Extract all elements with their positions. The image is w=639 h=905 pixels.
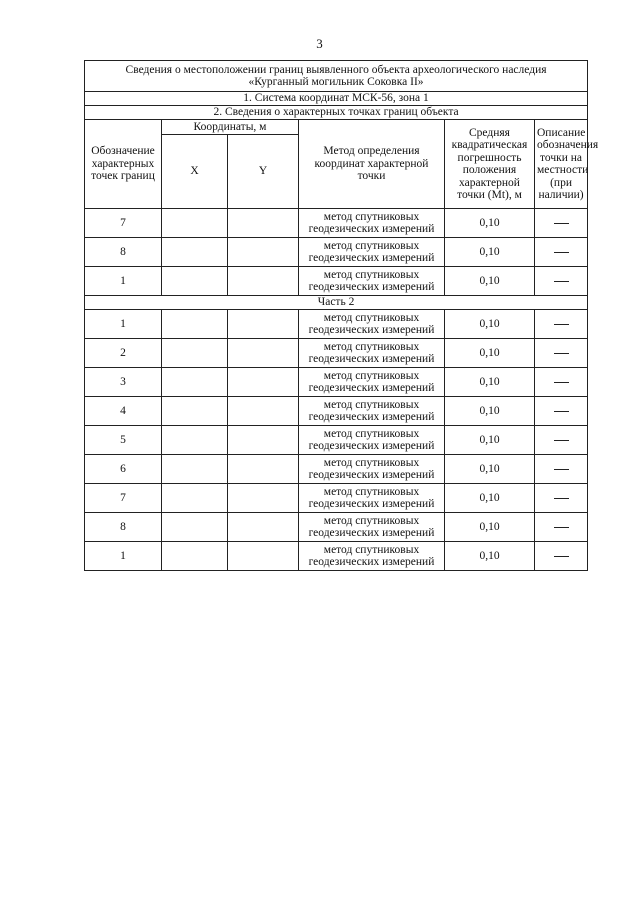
table-row [85, 238, 588, 267]
point-number-cell: 1 [85, 267, 162, 296]
point-number-cell: 6 [85, 455, 162, 484]
x-coordinate-cell [162, 542, 228, 571]
em-dash-icon [554, 556, 569, 557]
table-row [85, 484, 588, 513]
table-row [85, 397, 588, 426]
table-row [85, 267, 588, 296]
method-line: геодезических измерений [308, 252, 435, 264]
description-cell [535, 542, 588, 571]
method-cell [299, 209, 445, 238]
method-cell [299, 484, 445, 513]
method-cell [299, 310, 445, 339]
error-cell: 0,10 [445, 484, 535, 513]
coordinate-system-row: 1. Система координат МСК-56, зона 1 [85, 92, 588, 106]
method-line: геодезических измерений [308, 324, 435, 336]
x-coordinate-cell [162, 426, 228, 455]
method-line: геодезических измерений [308, 281, 435, 293]
method-line: метод спутниковых [323, 268, 420, 281]
method-line: метод спутниковых [323, 485, 420, 498]
x-coordinate-cell [162, 368, 228, 397]
method-cell [299, 455, 445, 484]
x-coordinate-cell [162, 267, 228, 296]
em-dash-icon [554, 440, 569, 441]
method-line: метод спутниковых [323, 456, 420, 469]
error-cell: 0,10 [445, 426, 535, 455]
description-cell [535, 267, 588, 296]
error-cell: 0,10 [445, 455, 535, 484]
x-coordinate-cell [162, 484, 228, 513]
method-line: геодезических измерений [308, 556, 435, 568]
table-row [85, 542, 588, 571]
description-cell [535, 339, 588, 368]
method-line: метод спутниковых [323, 340, 420, 353]
point-number-cell: 7 [85, 209, 162, 238]
y-coordinate-cell [228, 542, 299, 571]
table-row [85, 426, 588, 455]
part-2-label: Часть 2 [85, 296, 588, 310]
method-line: метод спутниковых [323, 398, 420, 411]
error-cell: 0,10 [445, 368, 535, 397]
method-cell [299, 267, 445, 296]
point-number-cell: 5 [85, 426, 162, 455]
method-cell [299, 368, 445, 397]
method-line: геодезических измерений [308, 411, 435, 423]
em-dash-icon [554, 469, 569, 470]
description-cell [535, 209, 588, 238]
y-coordinate-cell [228, 238, 299, 267]
point-number-cell: 2 [85, 339, 162, 368]
method-cell [299, 397, 445, 426]
point-number-cell: 8 [85, 238, 162, 267]
y-coordinate-cell [228, 368, 299, 397]
boundary-points-table [84, 60, 599, 571]
point-number-cell: 4 [85, 397, 162, 426]
error-cell: 0,10 [445, 238, 535, 267]
description-cell [535, 310, 588, 339]
y-coordinate-cell [228, 310, 299, 339]
x-coordinate-cell [162, 209, 228, 238]
method-line: геодезических измерений [308, 527, 435, 539]
method-line: геодезических измерений [308, 498, 435, 510]
table-row [85, 513, 588, 542]
error-cell: 0,10 [445, 310, 535, 339]
table-row [85, 368, 588, 397]
error-cell: 0,10 [445, 542, 535, 571]
method-line: метод спутниковых [323, 239, 420, 252]
method-line: метод спутниковых [323, 427, 420, 440]
y-coordinate-cell [228, 426, 299, 455]
em-dash-icon [554, 382, 569, 383]
em-dash-icon [554, 223, 569, 224]
error-cell: 0,10 [445, 339, 535, 368]
method-line: геодезических измерений [308, 469, 435, 481]
y-coordinate-cell [228, 397, 299, 426]
description-cell [535, 513, 588, 542]
method-line: метод спутниковых [323, 210, 420, 223]
error-cell: 0,10 [445, 267, 535, 296]
em-dash-icon [554, 324, 569, 325]
x-coordinate-cell [162, 238, 228, 267]
method-cell [299, 339, 445, 368]
method-line: геодезических измерений [308, 382, 435, 394]
method-cell [299, 513, 445, 542]
table-row [85, 310, 588, 339]
description-cell [535, 368, 588, 397]
point-number-cell: 1 [85, 310, 162, 339]
y-coordinate-cell [228, 209, 299, 238]
y-coordinate-cell [228, 455, 299, 484]
em-dash-icon [554, 281, 569, 282]
header-x: X [162, 135, 228, 209]
x-coordinate-cell [162, 455, 228, 484]
table-row [85, 209, 588, 238]
x-coordinate-cell [162, 339, 228, 368]
em-dash-icon [554, 498, 569, 499]
method-line: геодезических измерений [308, 440, 435, 452]
em-dash-icon [554, 411, 569, 412]
method-cell [299, 426, 445, 455]
method-line: метод спутниковых [323, 369, 420, 382]
header-error: Средняя квадратическая погрешность положения характерной точки (Mt), м [445, 120, 535, 209]
table-title-line1: Сведения о местоположении границ выявленного объекта археологического наследия [125, 63, 547, 76]
table-row [85, 339, 588, 368]
points-info-row: 2. Сведения о характерных точках границ объекта [85, 106, 588, 120]
error-cell: 0,10 [445, 209, 535, 238]
method-line: геодезических измерений [308, 353, 435, 365]
em-dash-icon [554, 353, 569, 354]
description-cell [535, 484, 588, 513]
method-line: геодезических измерений [308, 223, 435, 235]
point-number-cell: 7 [85, 484, 162, 513]
table-title [85, 61, 588, 92]
point-number-cell: 1 [85, 542, 162, 571]
page-number: 3 [316, 36, 323, 51]
point-number-cell: 3 [85, 368, 162, 397]
y-coordinate-cell [228, 267, 299, 296]
description-cell [535, 397, 588, 426]
em-dash-icon [554, 252, 569, 253]
method-line: метод спутниковых [323, 514, 420, 527]
method-cell [299, 542, 445, 571]
point-number-cell: 8 [85, 513, 162, 542]
header-method: Метод определения координат характерной точки [299, 120, 445, 209]
header-point-designation: Обозначение характерных точек границ [85, 120, 162, 209]
description-cell [535, 238, 588, 267]
header-coordinates: Координаты, м [162, 120, 299, 135]
error-cell: 0,10 [445, 513, 535, 542]
table-title-line2: «Курганный могильник Соковка II» [248, 76, 424, 88]
description-cell [535, 426, 588, 455]
method-line: метод спутниковых [323, 543, 420, 556]
x-coordinate-cell [162, 397, 228, 426]
description-cell [535, 455, 588, 484]
method-cell [299, 238, 445, 267]
method-line: метод спутниковых [323, 311, 420, 324]
y-coordinate-cell [228, 339, 299, 368]
x-coordinate-cell [162, 310, 228, 339]
header-y: Y [228, 135, 299, 209]
error-cell: 0,10 [445, 397, 535, 426]
y-coordinate-cell [228, 513, 299, 542]
header-description: Описание обозначения точки на местности (при наличии) [535, 120, 588, 209]
em-dash-icon [554, 527, 569, 528]
table-row [85, 455, 588, 484]
x-coordinate-cell [162, 513, 228, 542]
y-coordinate-cell [228, 484, 299, 513]
